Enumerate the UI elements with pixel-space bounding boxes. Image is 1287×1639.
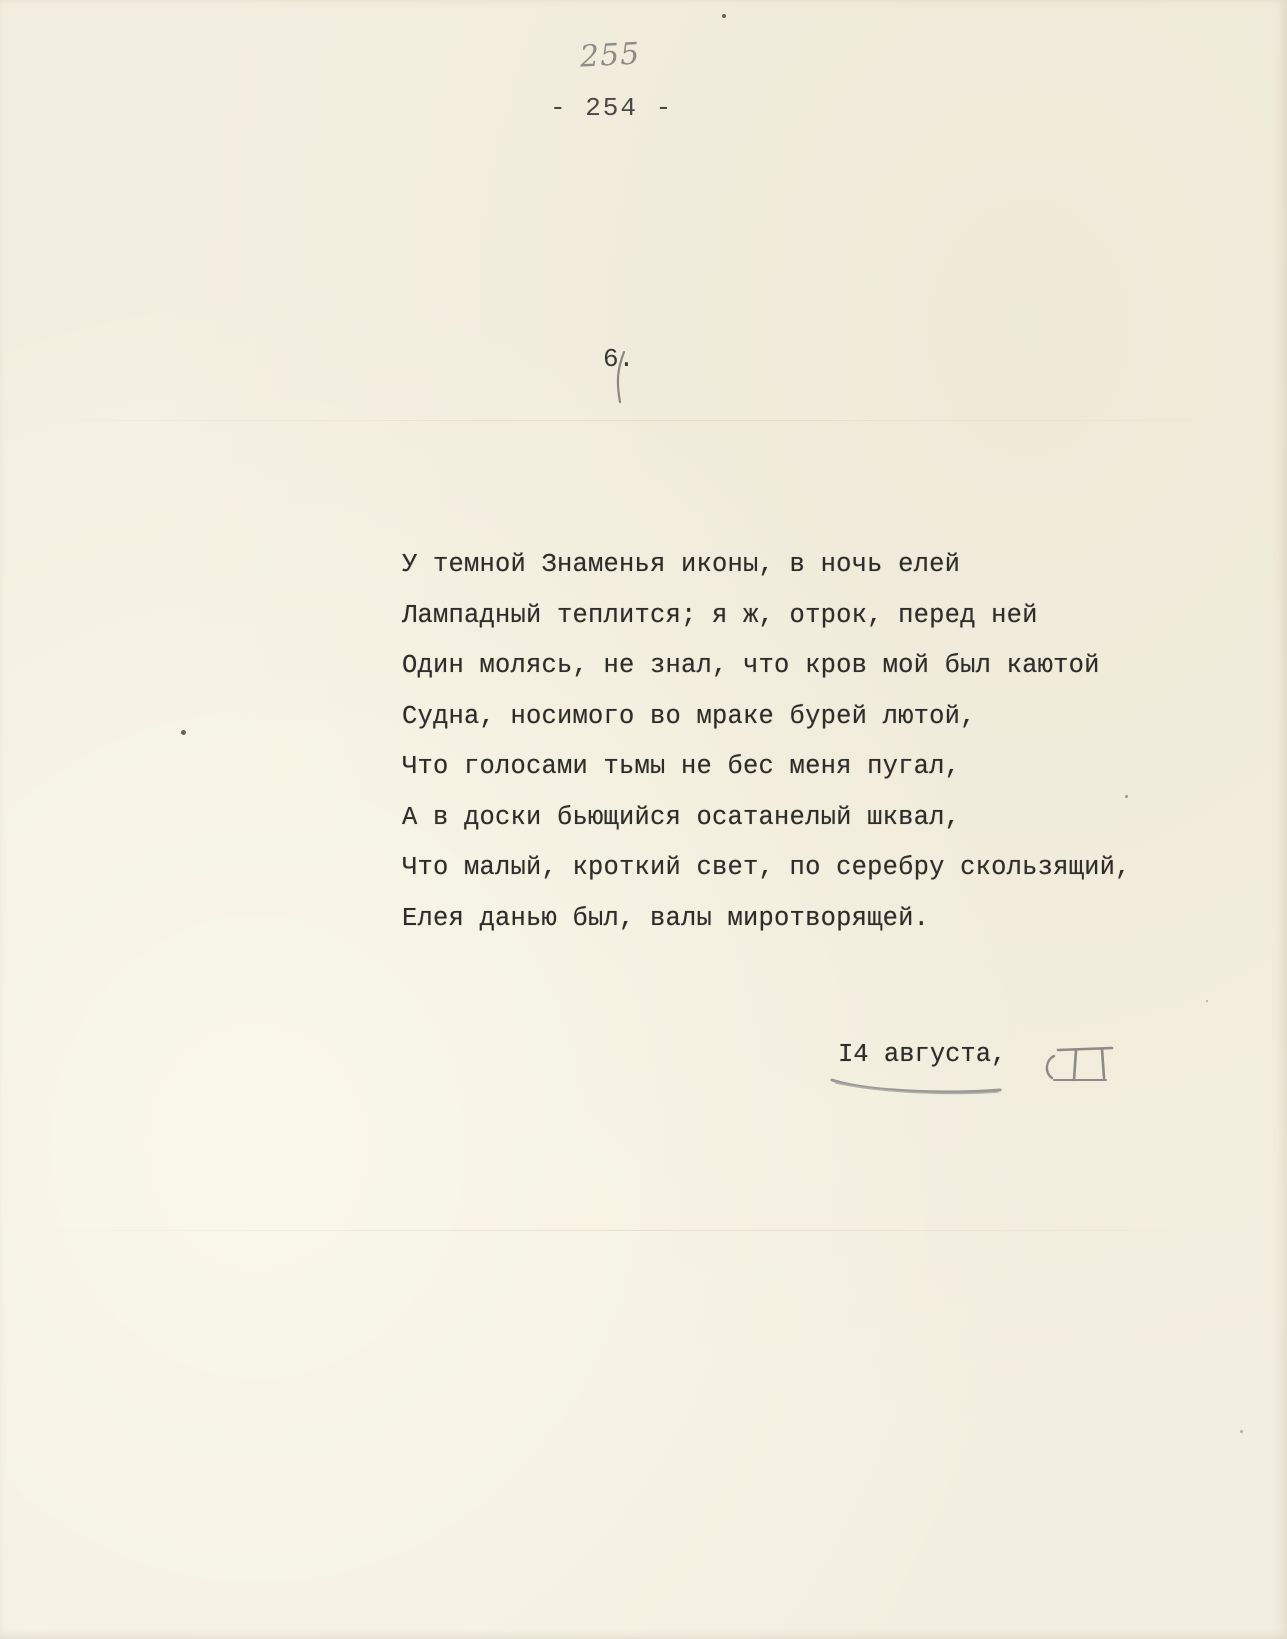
poem-line: У темной Знаменья иконы, в ночь елей xyxy=(402,550,961,579)
poem-number: 6. xyxy=(603,344,635,374)
poem-line: А в доски бьющийся осатанелый шквал, xyxy=(402,802,961,832)
poem-line: Судна, носимого во мраке бурей лютой, xyxy=(402,701,976,731)
paper-speck xyxy=(722,14,726,18)
poem-body xyxy=(402,540,1222,944)
paper-speck xyxy=(1240,1430,1243,1433)
poem-line: Один молясь, не знал, что кров мой был каютой xyxy=(402,651,1100,680)
pencil-page-number: 255 xyxy=(579,36,642,75)
handwritten-initials-signature xyxy=(1040,1042,1120,1090)
paper-crease xyxy=(0,420,1287,421)
paper-speck xyxy=(1125,795,1128,798)
poem-line: Что малый, кроткий свет, по серебру скользящий, xyxy=(402,853,1131,882)
poem-line: Лампадный теплится; я ж, отрок, перед ней xyxy=(402,600,1038,630)
poem-line: Что голосами тьмы не бес меня пугал, xyxy=(402,752,961,781)
paper-crease xyxy=(0,1230,1287,1231)
poem-line: Елея данью был, валы миротворящей. xyxy=(402,903,930,933)
pencil-underline xyxy=(828,1070,1008,1100)
paper-speck xyxy=(1206,1000,1208,1002)
paper-speck xyxy=(181,730,186,735)
pencil-tick-mark xyxy=(612,350,632,410)
date-line: I4 августа, xyxy=(838,1040,1007,1069)
typed-page-number: - 254 - xyxy=(550,93,674,123)
